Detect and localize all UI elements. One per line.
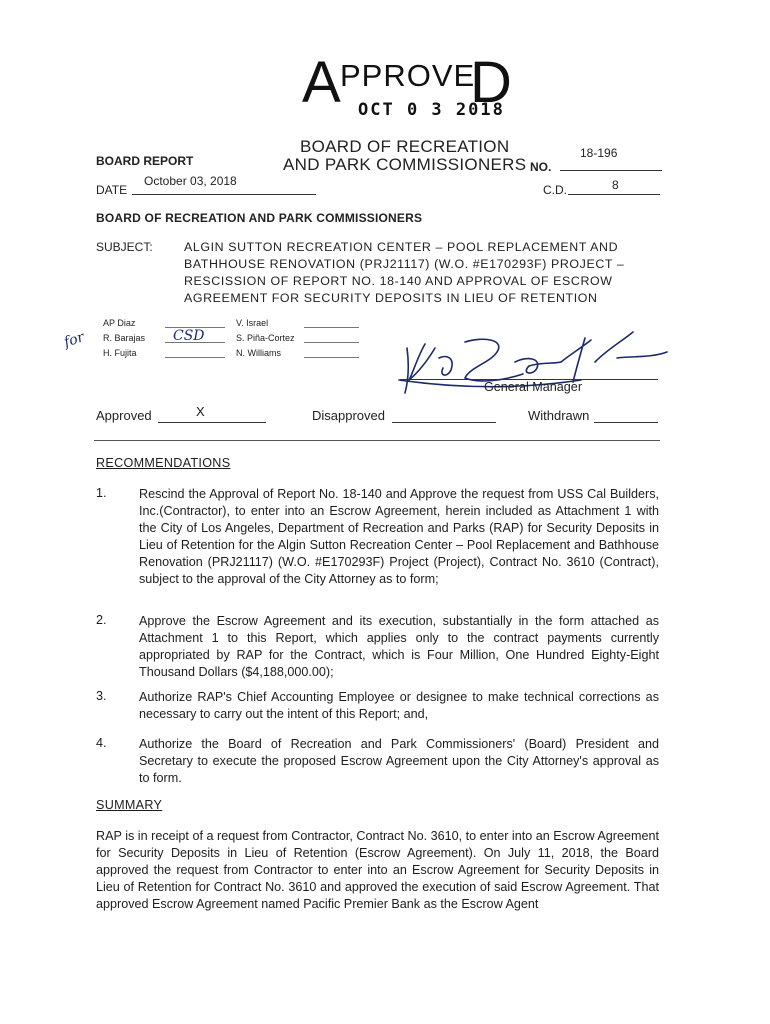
report-no-label: NO. [530, 160, 552, 174]
report-no-value [560, 146, 662, 171]
subject-line: RESCISSION OF REPORT NO. 18-140 AND APPROVAL OF ESCROW [184, 274, 613, 288]
cd-text: 8 [612, 178, 619, 192]
recommendation-number: 4. [96, 736, 107, 750]
approved-mark: X [196, 404, 205, 419]
subject-label: SUBJECT: [96, 240, 153, 254]
board-report-label: BOARD REPORT [96, 154, 194, 168]
board-title-line2: AND PARK COMMISSIONERS [283, 155, 527, 174]
cd-value [568, 178, 660, 195]
stamp-middle: PPROVE [340, 58, 476, 93]
recommendation-number: 3. [96, 689, 107, 703]
cd-label: C.D. [543, 183, 567, 197]
date-label: DATE [96, 183, 128, 197]
staff-name: V. Israel [236, 318, 269, 328]
approved-label: Approved [96, 408, 152, 423]
date-value [132, 176, 316, 195]
subject-line: BATHHOUSE RENOVATION (PRJ21117) (W.O. #E170293F) PROJECT – [184, 257, 625, 271]
staff-name: AP Diaz [103, 318, 136, 328]
recommendation-number: 1. [96, 486, 107, 500]
disapproved-field [392, 408, 496, 423]
staff-line [304, 327, 359, 328]
recommendation-text: Authorize RAP's Chief Accounting Employee or designee to make technical corrections as necessary to carry out the intent of this Report; and, [139, 690, 659, 721]
subject-block [184, 239, 662, 307]
date-text: October 03, 2018 [144, 174, 237, 188]
withdrawn-label: Withdrawn [528, 408, 590, 423]
stamp-date: OCT 0 3 2018 [358, 100, 505, 120]
approved-field [158, 404, 266, 423]
addressee: BOARD OF RECREATION AND PARK COMMISSIONERS [96, 211, 423, 225]
signature-line [400, 379, 658, 380]
stamp-initial: A [302, 50, 341, 115]
withdrawn-field [594, 408, 658, 423]
initials-mark: CSD [173, 328, 205, 344]
general-manager-title: General Manager [484, 380, 583, 394]
staff-name: H. Fujita [103, 348, 137, 358]
approved-stamp [302, 52, 522, 122]
staff-name: S. Piña-Cortez [236, 333, 295, 343]
subject-line: ALGIN SUTTON RECREATION CENTER – POOL REPLACEMENT AND [184, 240, 619, 254]
recommendation-text: Approve the Escrow Agreement and its execution, substantially in the form attached as Attachment 1 to this Report, which applies only to the contract payments currently appropriated by RAP for the Contract, which is Four Million, One Hundred Eighty-Eight Thousand Dollars ($4,188,000.00); [139, 614, 659, 679]
staff-line [304, 342, 359, 343]
divider [94, 440, 660, 441]
staff-line [304, 357, 359, 358]
board-title-line1: BOARD OF RECREATION [300, 137, 510, 156]
recommendation-text: Rescind the Approval of Report No. 18-140 and Approve the request from USS Cal Builders, Inc.(Contractor), to enter into an Escrow Agreement, herein included as Attachment 1 with the City of Los Angeles, Department of Recreation and Parks (RAP) for Security Deposits in Lieu of Retention for the Algin Sutton Recreation Center – Pool Replacement and Bathhouse Renovation (PRJ21117) (W.O. #E170293F) Project (Project), Contract No. 3610 (Contract), subject to the approval of the City Attorney as to form; [139, 487, 659, 586]
recommendation-number: 2. [96, 613, 107, 627]
for-mark-left: for [62, 329, 87, 351]
summary-heading: SUMMARY [96, 798, 163, 812]
staff-line [165, 357, 225, 358]
staff-name: R. Barajas [103, 333, 146, 343]
report-no-text: 18-196 [580, 146, 618, 160]
subject-line: AGREEMENT FOR SECURITY DEPOSITS IN LIEU OF RETENTION [184, 291, 598, 305]
staff-name: N. Williams [236, 348, 281, 358]
stamp-final: D [470, 50, 512, 115]
recommendation-text: Authorize the Board of Recreation and Park Commissioners' (Board) President and Secretary to execute the proposed Escrow Agreement upon the City Attorney's approval as to form. [139, 737, 659, 785]
disapproved-label: Disapproved [312, 408, 385, 423]
recommendations-heading: RECOMMENDATIONS [96, 456, 231, 470]
summary-text: RAP is in receipt of a request from Contractor, Contract No. 3610, to enter into an Escrow Agreement for Security Deposits in Lieu of Retention (Escrow Agreement). On July 11, 2018, the Board approved the request from Contractor to enter into an Escrow Agreement for Security Deposits in Lieu of Retention for Contract No. 3610 and approved the execution of said Escrow Agreement. That approved Escrow Agreement named Pacific Premier Bank as the Escrow Agent [96, 829, 659, 911]
